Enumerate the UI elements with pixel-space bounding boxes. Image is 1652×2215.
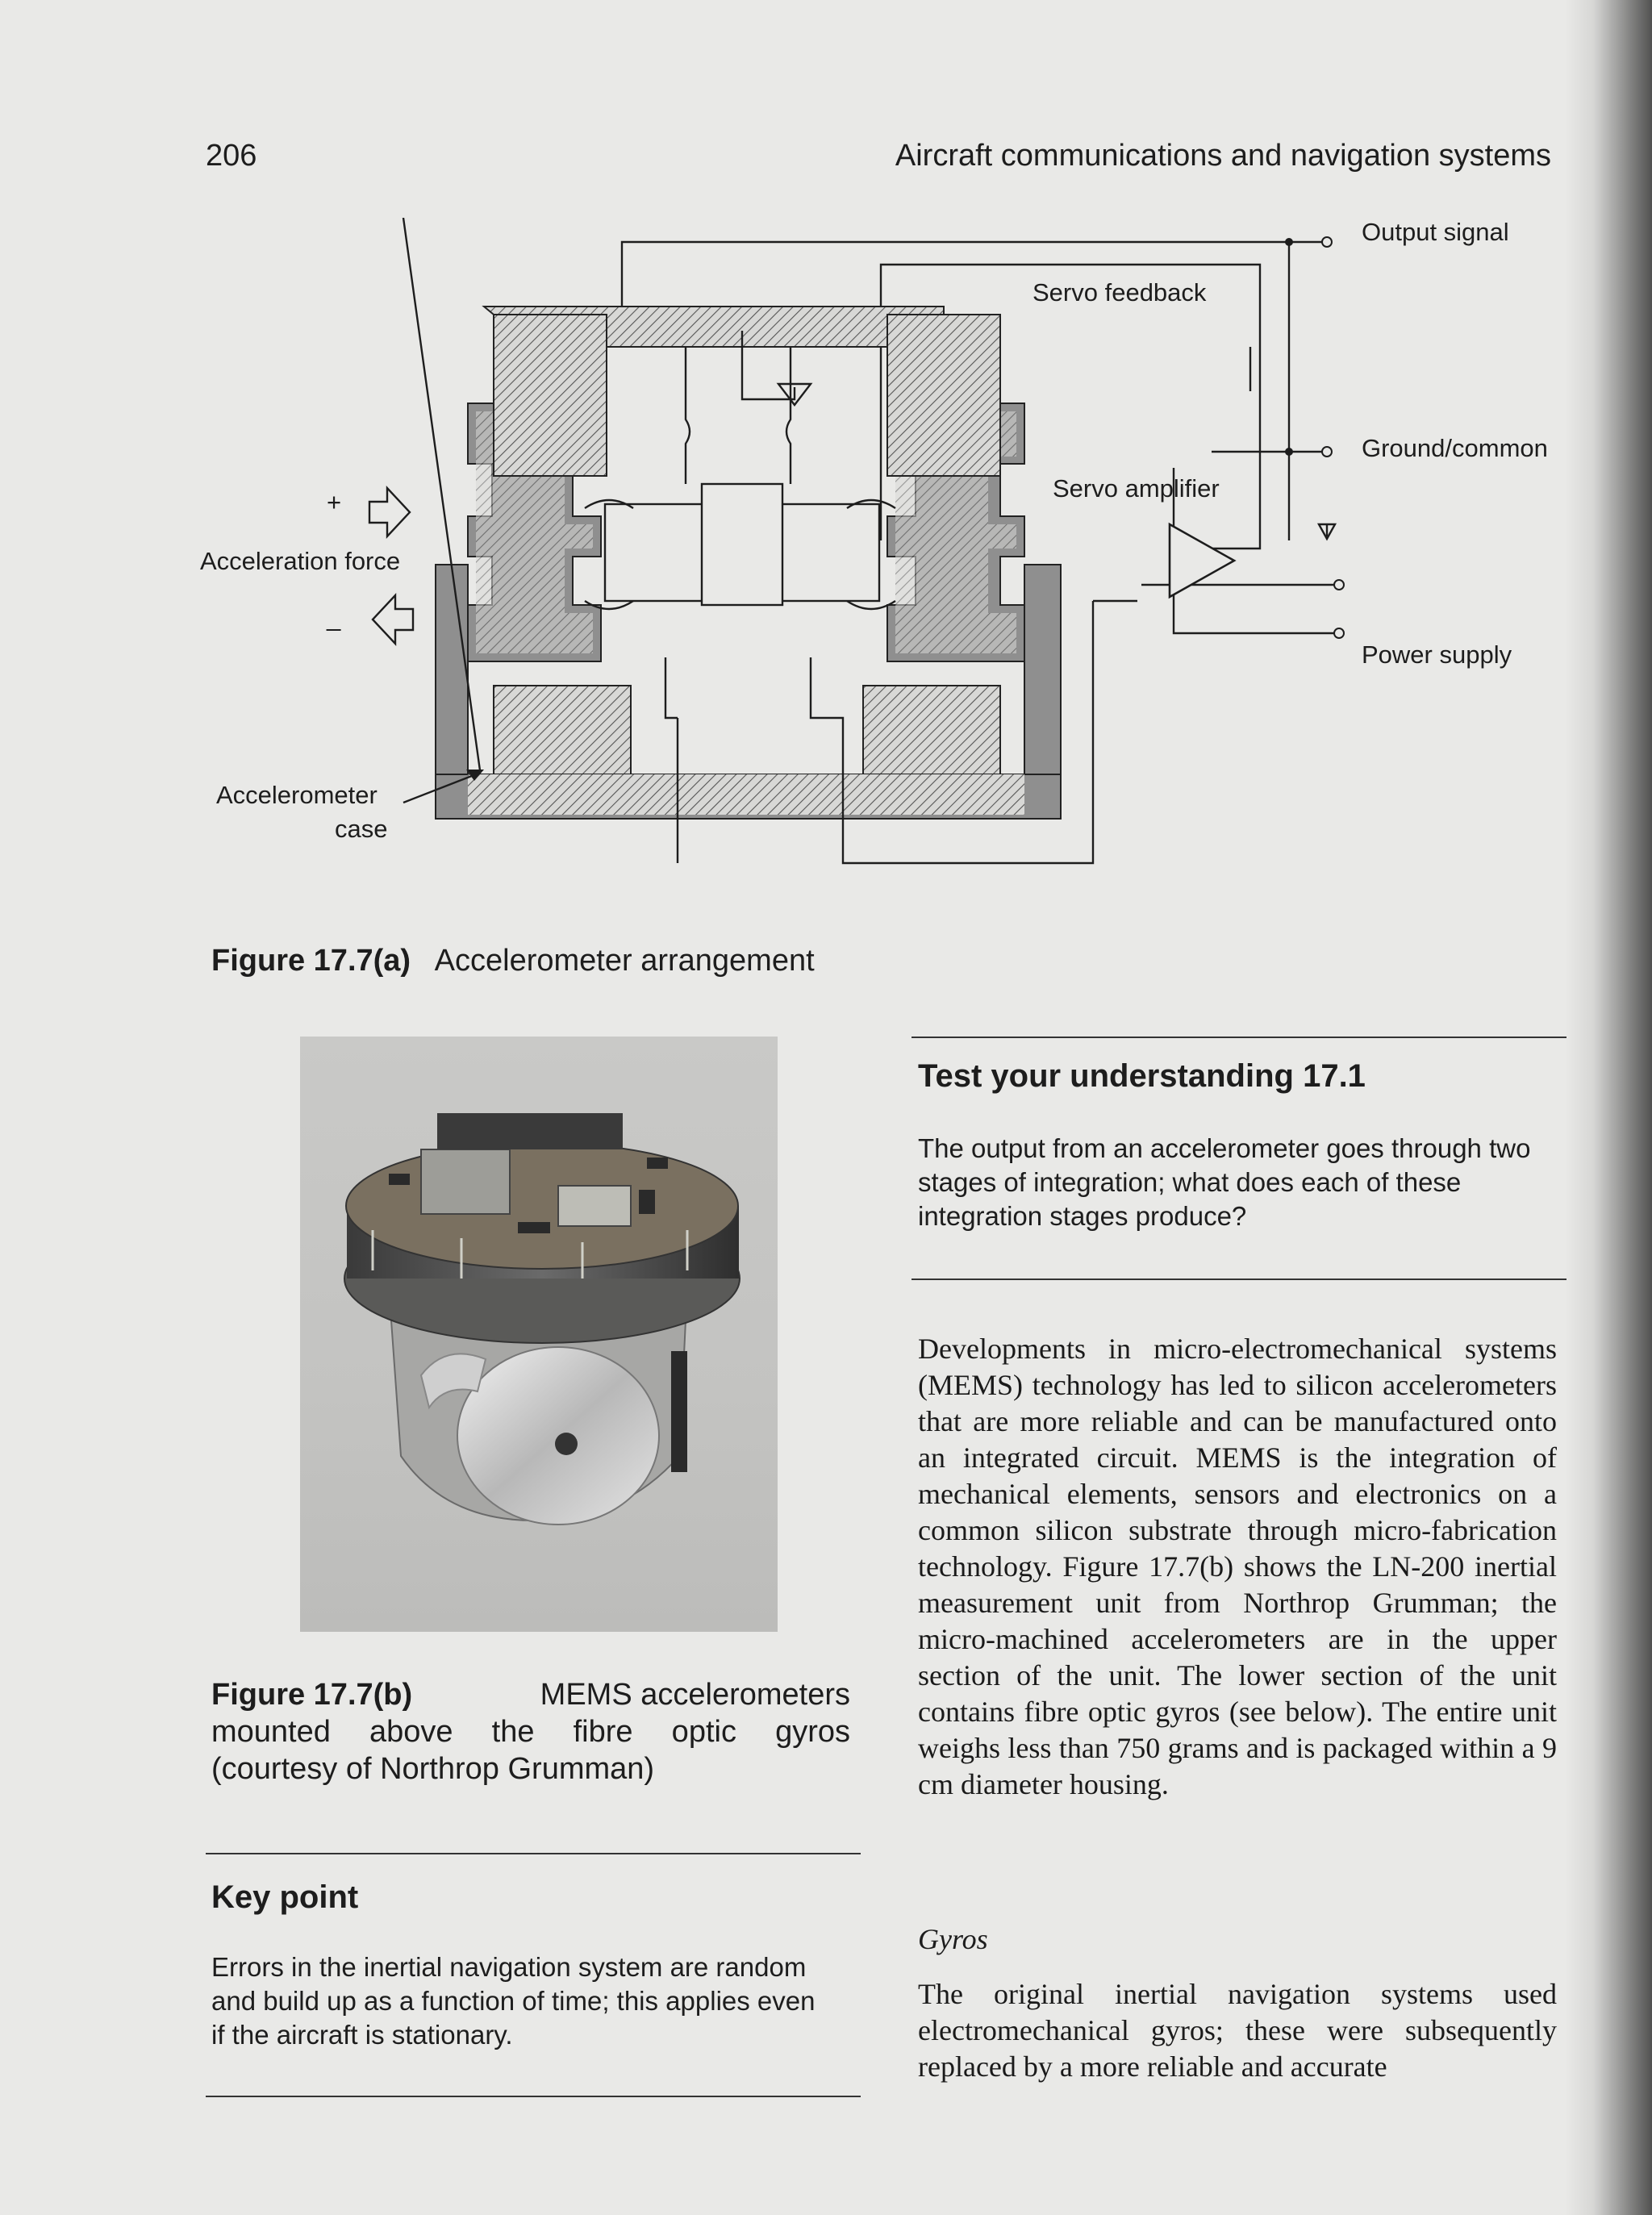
terminals xyxy=(1285,237,1344,638)
figure-b-line2: mounted above the fibre optic gyros xyxy=(211,1715,850,1749)
label-servo-feedback: Servo feedback xyxy=(1032,278,1207,307)
figure-a-number: Figure 17.7(a) xyxy=(211,944,411,978)
test-box-top-rule xyxy=(912,1037,1566,1038)
page-number: 206 xyxy=(206,139,257,173)
label-ground-common: Ground/common xyxy=(1362,434,1548,462)
ln200-photo xyxy=(300,1037,778,1632)
label-power-supply: Power supply xyxy=(1362,640,1512,669)
figure-b-caption xyxy=(211,1676,850,1787)
mems-paragraph: Developments in micro-electromechanical systems (MEMS) technology has led to silicon accelerometers that are more reliable and can be manufactured onto an integrated circuit. MEMS is the integration of mechanical elements, sensors and electronics on a common silicon substrate through micro-fabrication technology. Figure 17.7(b) shows the LN-200 inertial measurement unit from Northrop Grumman; the micro-machined accelerometers are in the upper section of the unit. The lower section of the unit contains fibre optic gyros (see below). The entire unit weighs less than 750 grams and is packaged within a 9 cm diameter housing. xyxy=(918,1333,1557,1800)
figure-a-caption xyxy=(211,942,815,979)
running-title: Aircraft communications and navigation systems xyxy=(895,139,1551,173)
arrow-left-icon xyxy=(373,595,413,644)
figure-a-title: Accelerometer arrangement xyxy=(434,944,815,978)
figure-b-line3: (courtesy of Northrop Grumman) xyxy=(211,1752,655,1786)
proof-mass xyxy=(585,347,895,609)
test-box-title: Test your understanding 17.1 xyxy=(918,1058,1366,1094)
imu-illustration xyxy=(300,1037,778,1632)
key-point-bottom-rule xyxy=(206,2096,861,2097)
servo-amplifier-symbol xyxy=(1170,524,1234,597)
label-output-signal: Output signal xyxy=(1362,218,1509,246)
gyros-heading: Gyros xyxy=(918,1923,988,1955)
test-box-bottom-rule xyxy=(912,1279,1566,1280)
label-plus: + xyxy=(327,488,342,516)
label-acceleration-force: Acceleration force xyxy=(200,547,401,575)
gyros-paragraph: The original inertial navigation systems used electromechanical gyros; these were subsequently replaced by a more reliable and accurate xyxy=(918,1978,1557,2083)
label-minus: _ xyxy=(327,603,341,632)
accelerometer-diagram xyxy=(194,218,1565,911)
arrow-right-icon xyxy=(369,488,410,536)
figure-b-number: Figure 17.7(b) xyxy=(211,1678,413,1712)
test-box-text: The output from an accelerometer goes through two stages of integration; what does each of these integration stages produce? xyxy=(918,1133,1531,1231)
label-servo-amplifier: Servo amplifier xyxy=(1053,474,1220,503)
key-point-text: Errors in the inertial navigation system are random and build up as a function of time; this applies even if the aircraft is stationary. xyxy=(211,1952,816,2050)
label-case: case xyxy=(335,815,388,843)
label-accelerometer: Accelerometer xyxy=(216,781,378,809)
key-point-title: Key point xyxy=(211,1879,359,1915)
figure-b-line1: MEMS accelerometers xyxy=(540,1678,850,1712)
key-point-top-rule xyxy=(206,1853,861,1854)
